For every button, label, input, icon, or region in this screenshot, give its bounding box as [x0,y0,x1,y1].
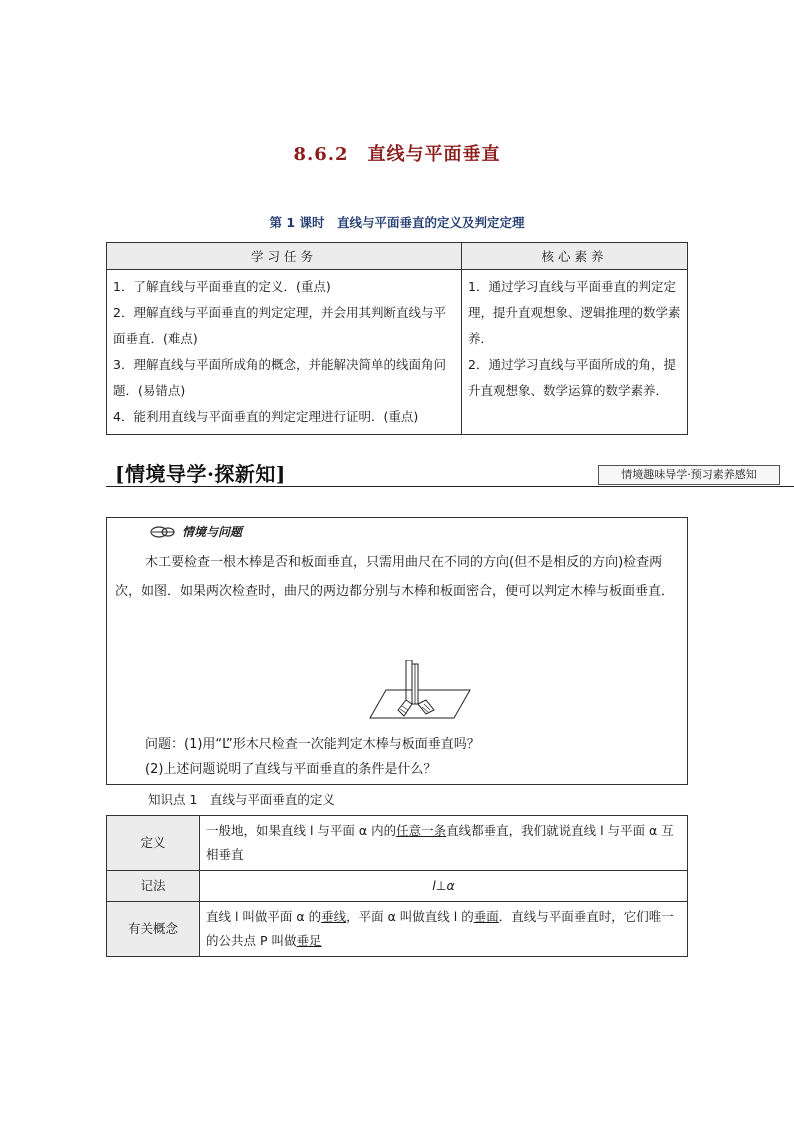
leaf-icon [150,525,176,539]
section-tag: 情境趣味导学·预习素养感知 [598,465,780,485]
learning-task-table [106,242,688,435]
def-row-content: 一般地，如果直线 l 与平面 α 内的任意一条直线都垂直，我们就说直线 l 与平面 α 互相垂直 [200,816,688,871]
lesson-subtitle: 第 1 课时 直线与平面垂直的定义及判定定理 [269,215,525,230]
task-item: 3．理解直线与平面所成角的概念，并能解决简单的线面角问题．(易错点) [113,357,446,398]
task-item: 1．了解直线与平面垂直的定义．(重点) [113,279,331,294]
literacy-item: 1．通过学习直线与平面垂直的判定定理，提升直观想象、逻辑推理的数学素养． [468,279,681,346]
concept-row-content: 直线 l 叫做平面 α 的垂线，平面 α 叫做直线 l 的垂面．直线与平面垂直时，它们唯一的公共点 P 叫做垂足 [200,902,688,957]
definition-table [106,815,688,957]
task-list [107,270,462,435]
context-label [150,523,242,540]
task-header: 学习任务 [107,243,462,270]
literacy-item: 2．通过学习直线与平面所成的角，提升直观想象、数学运算的数学素养． [468,357,676,398]
page-title: 8.6.2 直线与平面垂直 [293,144,501,165]
def-row-head: 定义 [107,816,200,871]
question-1: 问题：(1)用“L”形木尺检查一次能判定木棒与板面垂直吗？ [145,737,480,752]
task-item: 2．理解直线与平面垂直的判定定理，并会用其判断直线与平面垂直．(难点) [113,305,446,346]
notation-row-content: l⊥α [200,871,688,902]
notation-row-head: 记法 [107,871,200,902]
section-divider [106,486,794,487]
task-item: 4．能利用直线与平面垂直的判定定理进行证明．(重点) [113,409,419,424]
context-text: 木工要检查一根木棒是否和板面垂直，只需用曲尺在不同的方向(但不是相反的方向)检查两次，如图．如果两次检查时，曲尺的两边都分别与木棒和板面密合，便可以判定木棒与板面垂直． [115,555,675,599]
concept-row-head: 有关概念 [107,902,200,957]
carpenter-square-figure [368,660,472,722]
knowledge-point-heading: 知识点 1 直线与平面垂直的定义 [148,792,335,807]
literacy-list [462,270,688,435]
section-heading: [情境导学·探新知] [115,462,286,486]
question-2: (2)上述问题说明了直线与平面垂直的条件是什么？ [145,762,437,777]
literacy-header: 核心素养 [462,243,688,270]
context-label-text: 情境与问题 [182,525,243,539]
